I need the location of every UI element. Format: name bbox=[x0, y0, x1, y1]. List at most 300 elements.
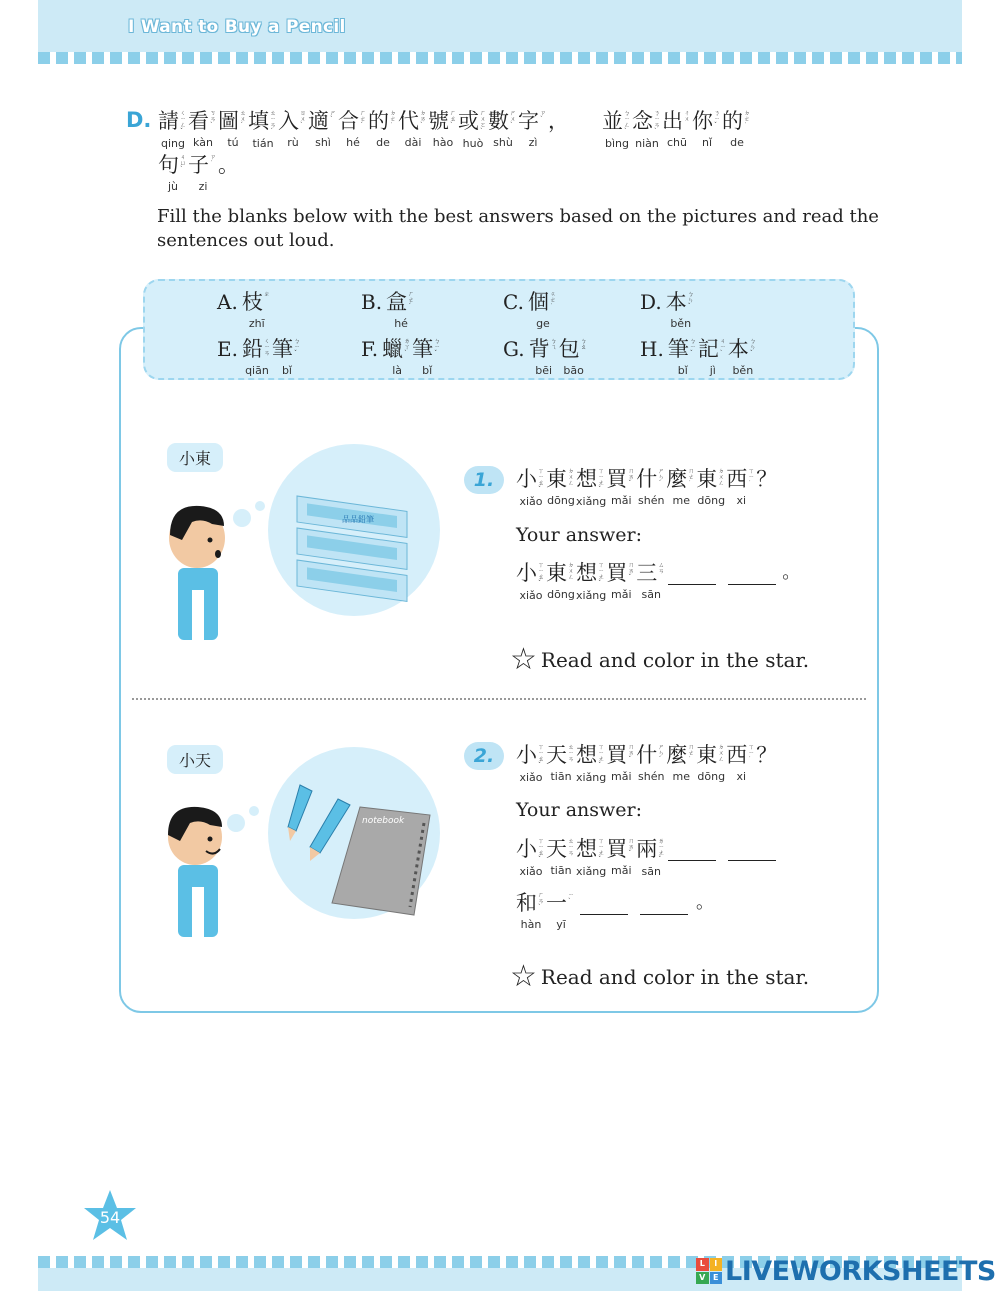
zhuyin: ㄉㄨㄥ bbox=[568, 562, 575, 581]
zhuyin: ㄎㄢˋ bbox=[210, 110, 217, 129]
pinyin: mǎi bbox=[611, 770, 632, 783]
answer-option bbox=[640, 336, 758, 377]
option-label: A. bbox=[217, 290, 238, 314]
pinyin: dōng bbox=[697, 494, 726, 507]
ruby-char bbox=[636, 466, 666, 507]
zhuyin: ㄏㄠˋ bbox=[450, 110, 457, 129]
thought-bubble-tiny bbox=[249, 806, 259, 816]
pinyin: xiǎng bbox=[576, 495, 607, 508]
hanzi: 背 bbox=[528, 337, 550, 361]
name-tag-xiaotian: 小天 bbox=[167, 745, 223, 774]
hanzi: 兩 bbox=[636, 837, 658, 861]
ruby-char bbox=[272, 336, 302, 377]
read-instruction-2: Read and color in the star. bbox=[540, 965, 810, 989]
ruby-char bbox=[722, 108, 752, 149]
pinyin: de bbox=[730, 136, 744, 149]
pinyin: niàn bbox=[635, 137, 659, 150]
answer-option bbox=[361, 336, 442, 377]
pinyin: xiǎng bbox=[576, 771, 607, 784]
hanzi: 什 bbox=[636, 743, 658, 767]
pinyin: yī bbox=[556, 918, 566, 931]
answer-option bbox=[640, 289, 696, 330]
hanzi: 子 bbox=[188, 153, 209, 177]
hanzi: 並 bbox=[602, 109, 623, 133]
zhuyin: ㄐㄧˋ bbox=[719, 338, 726, 357]
ruby-char bbox=[576, 466, 606, 508]
answer-blank-1a[interactable] bbox=[668, 560, 716, 585]
answer-option bbox=[217, 289, 272, 330]
answer-end-2: 。 bbox=[696, 892, 714, 913]
pinyin: mǎi bbox=[611, 588, 632, 601]
pinyin: tiān bbox=[550, 770, 572, 783]
ruby-char bbox=[218, 152, 248, 180]
pinyin: mǎi bbox=[611, 864, 632, 877]
question-number-1: 1. bbox=[464, 466, 504, 494]
zhuyin: ㄕㄣˊ bbox=[658, 468, 665, 487]
hanzi: 你 bbox=[692, 109, 713, 133]
hanzi: 鉛 bbox=[241, 337, 263, 361]
item-2-question bbox=[516, 742, 786, 784]
ruby-char bbox=[528, 289, 558, 330]
zhuyin: ㄇㄜ˙ bbox=[688, 744, 695, 763]
zhuyin: ㄅㄣˇ bbox=[749, 338, 756, 357]
pinyin: běn bbox=[732, 364, 754, 377]
ruby-char bbox=[728, 336, 758, 377]
answer-option bbox=[503, 289, 558, 330]
ruby-char bbox=[576, 836, 606, 878]
cube-letter: I bbox=[710, 1258, 723, 1271]
hanzi: 想 bbox=[576, 743, 598, 767]
pinyin: huò bbox=[462, 137, 484, 150]
pinyin: shén bbox=[638, 494, 665, 507]
pencil-box-stack bbox=[297, 496, 407, 601]
pinyin: hàn bbox=[520, 918, 542, 931]
hanzi: 買 bbox=[606, 837, 628, 861]
answer-blank-2d[interactable] bbox=[640, 890, 688, 915]
ruby-char bbox=[576, 742, 606, 784]
zhuyin: ㄖㄨˋ bbox=[300, 110, 307, 129]
ruby-char bbox=[636, 742, 666, 783]
hanzi: 圖 bbox=[218, 109, 239, 133]
ruby-char bbox=[546, 890, 576, 931]
ruby-char bbox=[242, 336, 272, 377]
zhuyin: ㄊㄧㄢˊ bbox=[270, 110, 277, 135]
pinyin: bǐ bbox=[281, 364, 292, 377]
hanzi: 蠟 bbox=[382, 337, 404, 361]
hanzi: 入 bbox=[278, 109, 299, 133]
illustration-pencil-boxes bbox=[162, 440, 462, 650]
page-number-star bbox=[82, 1188, 138, 1244]
pinyin: bēi bbox=[535, 364, 553, 377]
ruby-char bbox=[386, 289, 416, 330]
hanzi: 西 bbox=[726, 467, 748, 491]
your-answer-label-2: Your answer: bbox=[516, 799, 642, 821]
ruby-char bbox=[576, 560, 606, 602]
name-tag-xiaodong: 小東 bbox=[167, 443, 223, 472]
ruby-char bbox=[158, 108, 188, 150]
zhuyin: ㄓ bbox=[263, 291, 270, 298]
ruby-char bbox=[218, 108, 248, 149]
ruby-char bbox=[188, 152, 218, 193]
ruby-char bbox=[458, 108, 488, 150]
zhuyin: ㄅㄧˇ bbox=[434, 338, 441, 357]
illustration-pencils-notebook bbox=[162, 745, 462, 955]
option-label: E. bbox=[217, 337, 238, 361]
zhuyin: ㄒㄧㄠˇ bbox=[538, 838, 545, 863]
ruby-char bbox=[546, 836, 576, 877]
pinyin: tián bbox=[252, 137, 274, 150]
ruby-char bbox=[242, 289, 272, 330]
hanzi: 記 bbox=[697, 337, 719, 361]
zhuyin: ㄇㄞˇ bbox=[628, 562, 635, 581]
cube-letter: V bbox=[696, 1272, 709, 1285]
hanzi: 天 bbox=[546, 743, 567, 767]
pinyin: ge bbox=[536, 317, 550, 330]
hanzi: ？ bbox=[756, 467, 778, 491]
hanzi: 筆 bbox=[271, 337, 293, 361]
pinyin: de bbox=[376, 136, 390, 149]
page-title: I Want to Buy a Pencil bbox=[128, 17, 346, 37]
zhuyin: ㄇㄞˇ bbox=[628, 744, 635, 763]
hanzi: 數 bbox=[488, 109, 509, 133]
ruby-char bbox=[382, 336, 412, 377]
ruby-char bbox=[696, 466, 726, 507]
answer-option bbox=[503, 336, 589, 377]
ruby-char bbox=[636, 560, 666, 601]
hanzi: ？ bbox=[756, 743, 778, 767]
hanzi: 出 bbox=[662, 109, 683, 133]
hanzi: 想 bbox=[576, 837, 598, 861]
pinyin: kàn bbox=[193, 136, 213, 149]
hanzi: 三 bbox=[636, 561, 658, 585]
answer-blank-2b[interactable] bbox=[728, 836, 776, 861]
ruby-char bbox=[398, 108, 428, 149]
hanzi: 麼 bbox=[666, 467, 688, 491]
pinyin: mǎi bbox=[611, 494, 632, 507]
zhuyin: ㄍㄜ˙ bbox=[549, 291, 556, 310]
zhuyin: ㄒㄧ˙ bbox=[748, 468, 755, 487]
ruby-char bbox=[338, 108, 368, 149]
pinyin: xiǎo bbox=[519, 865, 543, 878]
item-2-answer2-prefix bbox=[516, 890, 576, 931]
pinyin: jù bbox=[167, 180, 179, 193]
ruby-char bbox=[726, 742, 756, 783]
brand-name: LIVEWORKSHEETS bbox=[725, 1255, 996, 1287]
hanzi: 盒 bbox=[386, 290, 408, 314]
pinyin: tiān bbox=[550, 864, 572, 877]
hanzi: 字 bbox=[518, 109, 539, 133]
logo-cube-icon bbox=[696, 1258, 722, 1284]
item-1-answer-prefix bbox=[516, 560, 666, 602]
star-icon[interactable]: ☆ bbox=[510, 959, 537, 994]
zhuyin: ㄒㄧㄤˇ bbox=[598, 838, 605, 863]
zhuyin: ㄌㄚˋ bbox=[404, 338, 411, 357]
ruby-char bbox=[158, 152, 188, 193]
ruby-char bbox=[606, 836, 636, 877]
pinyin: xiǎo bbox=[519, 589, 543, 602]
hanzi: 填 bbox=[248, 109, 269, 133]
pinyin: me bbox=[672, 494, 690, 507]
hanzi: 筆 bbox=[667, 337, 689, 361]
zhuyin: ㄉㄨㄥ bbox=[718, 744, 725, 763]
ruby-char bbox=[756, 466, 786, 494]
hanzi: ， bbox=[548, 109, 569, 133]
ruby-char bbox=[516, 836, 546, 878]
pinyin: sān bbox=[641, 588, 661, 601]
answer-blank-2a[interactable] bbox=[668, 836, 716, 861]
hanzi: 什 bbox=[636, 467, 658, 491]
zhuyin: ㄑㄧㄢ bbox=[263, 338, 270, 357]
ruby-char bbox=[546, 742, 576, 783]
pinyin: bǐ bbox=[422, 364, 433, 377]
item-1-question bbox=[516, 466, 786, 508]
boy-figure bbox=[168, 807, 222, 937]
option-label: C. bbox=[503, 290, 524, 314]
section-divider bbox=[132, 698, 866, 700]
hanzi: 小 bbox=[516, 837, 537, 861]
box-label: 品品鉛筆 bbox=[342, 515, 374, 524]
option-label: D. bbox=[640, 290, 662, 314]
pinyin: sān bbox=[641, 865, 661, 878]
ruby-char bbox=[632, 108, 662, 150]
hanzi: 麼 bbox=[666, 743, 688, 767]
hanzi: 想 bbox=[576, 561, 598, 585]
answer-bank bbox=[143, 279, 855, 380]
hanzi: 請 bbox=[158, 109, 179, 133]
zhuyin: ㄕㄣˊ bbox=[658, 744, 665, 763]
zhuyin: ㄅㄠ bbox=[580, 338, 587, 351]
zhuyin: ㄇㄞˇ bbox=[628, 838, 635, 857]
pinyin: bìng bbox=[605, 137, 629, 150]
hanzi: 東 bbox=[696, 467, 718, 491]
ruby-char bbox=[529, 336, 559, 377]
item-2-answer-line-2 bbox=[516, 890, 714, 931]
ruby-char bbox=[248, 108, 278, 150]
answer-blank-2c[interactable] bbox=[580, 890, 628, 915]
question-number-2: 2. bbox=[464, 742, 504, 770]
zhuyin: ㄏㄨㄛˋ bbox=[480, 110, 487, 135]
ruby-char bbox=[428, 108, 458, 149]
cube-letter: E bbox=[710, 1272, 723, 1285]
ruby-char bbox=[188, 108, 218, 149]
ruby-char bbox=[546, 466, 576, 507]
zhuyin: ㄅㄧˇ bbox=[293, 338, 300, 357]
item-2-answer-line-1 bbox=[516, 836, 776, 878]
zhuyin: ㄕˋ bbox=[330, 110, 337, 123]
pinyin: xiǎo bbox=[519, 771, 543, 784]
zhuyin: ㄅㄧˇ bbox=[689, 338, 696, 357]
pinyin: zì bbox=[528, 136, 538, 149]
zhuyin: ㄉㄨㄥ bbox=[718, 468, 725, 487]
answer-option bbox=[361, 289, 416, 330]
ruby-char bbox=[606, 742, 636, 783]
hanzi: 合 bbox=[338, 109, 359, 133]
zhuyin: ㄋㄧˇ bbox=[714, 110, 721, 129]
zhuyin: ㄉㄜ˙ bbox=[744, 110, 751, 129]
pinyin: xiǎng bbox=[576, 865, 607, 878]
ruby-char bbox=[662, 108, 692, 149]
option-label: F. bbox=[361, 337, 379, 361]
pinyin: bǐ bbox=[677, 364, 688, 377]
ruby-char bbox=[666, 289, 696, 330]
zhuyin: ㄒㄧㄠˇ bbox=[538, 744, 545, 769]
hanzi: 枝 bbox=[241, 290, 263, 314]
ruby-char bbox=[516, 742, 546, 784]
instruction-text: Fill the blanks below with the best answers based on the pictures and read the sentences out loud. bbox=[157, 206, 879, 251]
zhuyin: ㄐㄩˋ bbox=[180, 154, 187, 173]
pinyin: zhī bbox=[248, 317, 265, 330]
ruby-char bbox=[606, 466, 636, 507]
hanzi: 和 bbox=[516, 891, 537, 915]
ruby-char bbox=[606, 560, 636, 601]
ruby-char bbox=[666, 742, 696, 783]
boy-figure bbox=[169, 506, 225, 640]
hanzi: 一 bbox=[546, 891, 567, 915]
pinyin: hé bbox=[346, 136, 360, 149]
ruby-char bbox=[692, 108, 722, 149]
pinyin: xiǎng bbox=[576, 589, 607, 602]
zhuyin: ㄒㄧ˙ bbox=[748, 744, 755, 763]
ruby-char bbox=[666, 466, 696, 507]
zhuyin: ㄒㄧㄤˇ bbox=[598, 744, 605, 769]
pinyin: tú bbox=[227, 136, 239, 149]
pinyin: là bbox=[392, 364, 403, 377]
question-line-1 bbox=[158, 108, 752, 150]
zhuyin: ㄕㄨˋ bbox=[510, 110, 517, 129]
zhuyin: ㄧˋ bbox=[568, 892, 575, 905]
ruby-char bbox=[516, 890, 546, 931]
hanzi: 西 bbox=[726, 743, 748, 767]
answer-end-1: 。 bbox=[782, 562, 801, 583]
question-letter: D. bbox=[126, 108, 152, 132]
hanzi: 買 bbox=[606, 743, 628, 767]
ruby-char bbox=[516, 466, 546, 508]
zhuyin: ㄇㄞˇ bbox=[628, 468, 635, 487]
pinyin: shén bbox=[638, 770, 665, 783]
zhuyin: ㄒㄧㄤˇ bbox=[598, 562, 605, 587]
ruby-char bbox=[602, 108, 632, 150]
zhuyin: ㄊㄧㄢ bbox=[568, 744, 575, 763]
your-answer-label-1: Your answer: bbox=[516, 524, 642, 546]
ruby-char bbox=[668, 336, 698, 377]
hanzi: 東 bbox=[546, 467, 567, 491]
zhuyin: ㄔㄨ bbox=[684, 110, 691, 123]
item-1-answer bbox=[516, 560, 800, 602]
zhuyin: ㄗˋ bbox=[540, 110, 547, 123]
cube-letter: L bbox=[696, 1258, 709, 1271]
hanzi: 東 bbox=[696, 743, 718, 767]
pinyin: dōng bbox=[547, 494, 575, 507]
hanzi: 買 bbox=[606, 467, 628, 491]
ruby-char bbox=[488, 108, 518, 149]
hanzi: 適 bbox=[308, 109, 329, 133]
zhuyin: ㄒㄧㄠˇ bbox=[538, 562, 545, 587]
ruby-char bbox=[756, 742, 786, 770]
zhuyin: ㄌㄧㄤˇ bbox=[658, 838, 665, 863]
pinyin: běn bbox=[670, 317, 692, 330]
zhuyin: ㄉㄨㄥ bbox=[568, 468, 575, 487]
thought-bubble-small bbox=[227, 814, 245, 832]
zhuyin: ㄑㄧㄥˇ bbox=[180, 110, 187, 135]
hanzi: 本 bbox=[727, 337, 749, 361]
zhuyin: ㄅㄣˇ bbox=[687, 291, 694, 310]
zhuyin: ㄙㄢ bbox=[658, 562, 665, 575]
hanzi: 想 bbox=[576, 467, 598, 491]
pinyin: zi bbox=[198, 180, 208, 193]
zhuyin: ㄅㄟ bbox=[550, 338, 557, 351]
pinyin: qiān bbox=[245, 364, 269, 377]
option-label: H. bbox=[640, 337, 664, 361]
pinyin: xiǎo bbox=[519, 495, 543, 508]
pinyin: rù bbox=[287, 136, 299, 149]
ruby-char bbox=[696, 742, 726, 783]
ruby-char bbox=[726, 466, 756, 507]
hanzi: 號 bbox=[428, 109, 449, 133]
liveworksheets-logo[interactable] bbox=[696, 1254, 996, 1288]
read-star-line-2 bbox=[510, 959, 810, 994]
zhuyin: ㄗ˙ bbox=[210, 154, 217, 167]
zhuyin: ㄏㄜˊ bbox=[408, 291, 415, 310]
page-number: 54 bbox=[99, 1208, 121, 1227]
zhuyin: ㄇㄜ˙ bbox=[688, 468, 695, 487]
pinyin: dài bbox=[404, 136, 422, 149]
answer-blank-1b[interactable] bbox=[728, 560, 776, 585]
hanzi: 的 bbox=[368, 109, 389, 133]
zhuyin: ㄅㄧㄥˋ bbox=[624, 110, 631, 135]
ruby-char bbox=[548, 108, 578, 136]
zhuyin: ㄋㄧㄢˋ bbox=[654, 110, 661, 135]
hanzi: 的 bbox=[722, 109, 743, 133]
zhuyin: ㄒㄧㄤˇ bbox=[598, 468, 605, 493]
hanzi: 小 bbox=[516, 743, 537, 767]
zhuyin: ㄏㄢˋ bbox=[538, 892, 545, 911]
pinyin: dōng bbox=[547, 588, 575, 601]
hanzi: 小 bbox=[516, 561, 537, 585]
pinyin: bāo bbox=[563, 364, 584, 377]
read-instruction-1: Read and color in the star. bbox=[540, 648, 810, 672]
ruby-char bbox=[368, 108, 398, 149]
hanzi: 買 bbox=[606, 561, 628, 585]
pinyin: nǐ bbox=[701, 136, 713, 149]
hanzi: 念 bbox=[632, 109, 653, 133]
ruby-char bbox=[698, 336, 728, 377]
pinyin: shì bbox=[315, 136, 331, 149]
hanzi: 東 bbox=[546, 561, 567, 585]
item-2-answer-prefix bbox=[516, 836, 666, 878]
zhuyin: ㄏㄜˊ bbox=[360, 110, 367, 129]
read-star-line-1 bbox=[510, 642, 810, 677]
pinyin: hào bbox=[432, 136, 454, 149]
hanzi: 。 bbox=[218, 153, 239, 177]
hanzi: 句 bbox=[158, 153, 179, 177]
ruby-char bbox=[546, 560, 576, 601]
header-dash-border bbox=[38, 52, 962, 64]
option-label: B. bbox=[361, 290, 383, 314]
zhuyin: ㄒㄧㄠˇ bbox=[538, 468, 545, 493]
zhuyin: ㄊㄨˊ bbox=[240, 110, 247, 129]
hanzi: 個 bbox=[527, 290, 549, 314]
hanzi: 或 bbox=[458, 109, 479, 133]
pinyin: shù bbox=[493, 136, 513, 149]
star-icon[interactable]: ☆ bbox=[510, 642, 537, 677]
ruby-char bbox=[559, 336, 589, 377]
hanzi: 本 bbox=[665, 290, 687, 314]
thought-bubble-small bbox=[233, 509, 251, 527]
pinyin: jì bbox=[709, 364, 716, 377]
thought-bubble-tiny bbox=[255, 501, 265, 511]
ruby-char bbox=[308, 108, 338, 149]
ruby-char bbox=[412, 336, 442, 377]
